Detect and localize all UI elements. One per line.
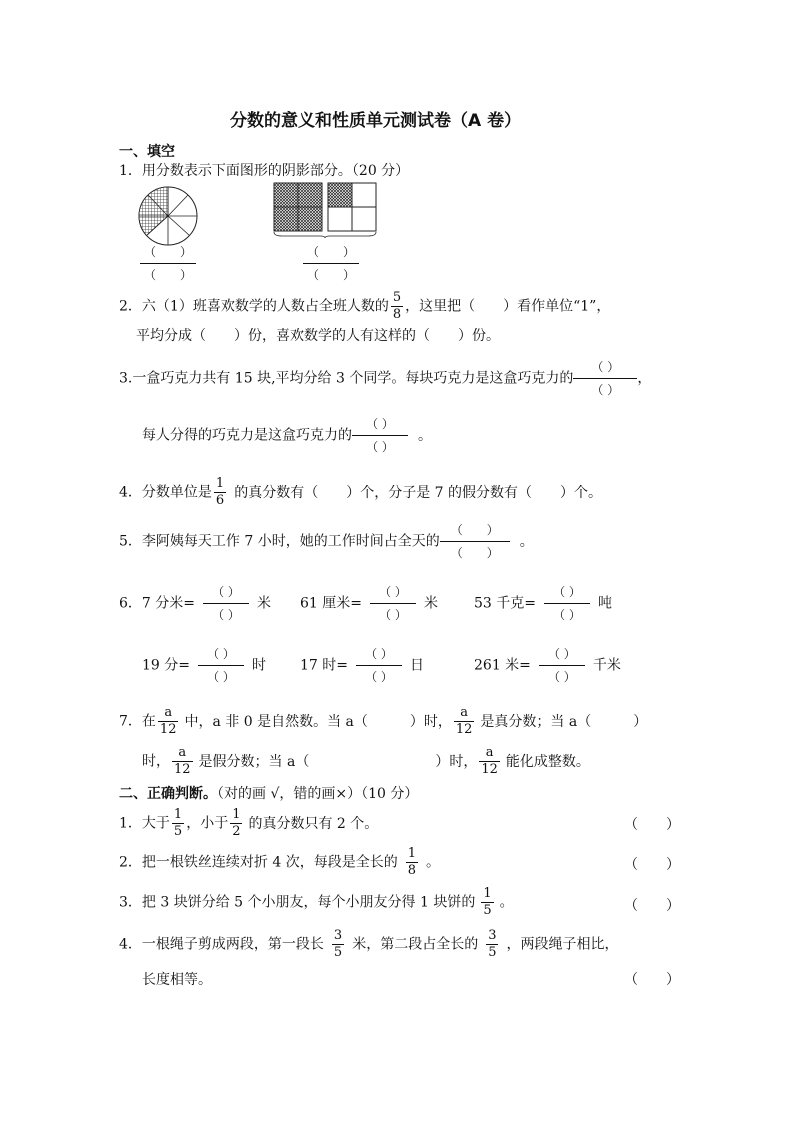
answer-blank[interactable]: $\frac{( )}{( )}$ xyxy=(356,647,402,684)
judge-answer-3[interactable]: （ ） xyxy=(624,898,680,914)
judge-item-3: 3．把 3 块饼分给 5 个小朋友，每个小朋友分得 1 块饼的 $\frac{1}{5}$ 。 xyxy=(119,886,514,918)
judge-item-4-line-2: 长度相等。 xyxy=(142,972,212,988)
fraction: $\frac{3}{5}$ xyxy=(488,928,497,960)
page-title: 分数的意义和性质单元测试卷（A 卷） xyxy=(230,111,522,131)
squares-figure xyxy=(272,182,378,238)
fraction: $\frac{a}{12}$ xyxy=(174,745,191,777)
fraction: $\frac{a}{12}$ xyxy=(455,705,473,737)
answer-blank[interactable]: $\frac{( )}{( )}$ xyxy=(573,360,637,397)
answer-blank[interactable]: $\frac{( )}{( )}$ xyxy=(440,523,510,560)
question-3-line-2: 每人分得的巧克力是这盒巧克力的 $\frac{( )}{( )}$ 。 xyxy=(142,417,432,454)
fraction: $\frac{1}{8}$ xyxy=(407,846,416,878)
judge-answer-4[interactable]: （ ） xyxy=(624,972,680,988)
question-7-line-1: 7．在 $\frac{a}{12}$ 中，a 非 0 是自然数。当 a（ ）时， $\frac{a}{12}$ 是真分数；当 a（ ） xyxy=(119,705,648,737)
answer-blank[interactable]: $\frac{( )}{( )}$ xyxy=(352,417,408,454)
question-4: 4．分数单位是 $\frac{1}{6}$ 的真分数有（ ）个，分子是 7 的假分数有（ ）个。 xyxy=(119,476,603,508)
pie-figure xyxy=(136,184,200,248)
question-2-line-1: 2．六（1）班喜欢数学的人数占全班人数的 $\frac{5}{8}$ ，这里把（ ）看作单位“1”， xyxy=(119,290,611,322)
question-6-item-3: 53 千克= $\frac{( )}{( )}$ 吨 xyxy=(474,585,612,622)
question-7-line-2: 时， $\frac{a}{12}$ 是假分数；当 a（ ）时， $\frac{a}{12}$ 能化成整数。 xyxy=(142,745,590,777)
fraction: $\frac{1}{5}$ xyxy=(483,886,492,918)
answer-blank[interactable]: $\frac{( )}{( )}$ xyxy=(203,585,249,622)
fraction: $\frac{3}{5}$ xyxy=(333,928,343,960)
judge-item-2: 2．把一根铁丝连续对折 4 次，每段是全长的 $\frac{1}{8}$ 。 xyxy=(119,846,440,878)
question-5: 5．李阿姨每天工作 7 小时，她的工作时间占全天的 $\frac{( )}{( )}$ 。 xyxy=(119,523,534,560)
question-1-text: 1．用分数表示下面图形的阴影部分。（20 分） xyxy=(119,163,410,179)
question-6-item-1: 6．7 分米= $\frac{( )}{( )}$ 米 xyxy=(119,585,271,622)
fraction: $\frac{a}{12}$ xyxy=(481,745,498,777)
judge-answer-1[interactable]: （ ） xyxy=(624,817,680,833)
fraction: $\frac{a}{12}$ xyxy=(159,705,177,737)
answer-blank[interactable]: $\frac{( )}{( )}$ xyxy=(370,585,416,622)
section-1-heading: 一、填空 xyxy=(119,144,175,160)
section-2-heading: 二、正确判断。（对的画 √，错的画×）（10 分） xyxy=(119,786,419,802)
question-6-item-4: 19 分= $\frac{( )}{( )}$ 时 xyxy=(142,647,266,684)
answer-blank[interactable]: $\frac{( )}{( )}$ xyxy=(539,647,585,684)
answer-blank[interactable]: $\frac{( )}{( )}$ xyxy=(544,585,590,622)
question-3-line-1: 3.一盒巧克力共有 15 块,平均分给 3 个同学。每块巧克力是这盒巧克力的 $\frac{( )}{( )}$ ， xyxy=(119,360,652,397)
judge-answer-2[interactable]: （ ） xyxy=(624,857,680,873)
question-2-line-2: 平均分成（ ）份，喜欢数学的人有这样的（ ）份。 xyxy=(136,328,500,344)
q1-answer-blank-2[interactable]: $\frac{( )}{( )}$ xyxy=(303,245,359,282)
q1-answer-blank-1[interactable]: $\frac{( )}{( )}$ xyxy=(140,245,196,282)
question-6-item-2: 61 厘米= $\frac{( )}{( )}$ 米 xyxy=(300,585,438,622)
fraction: $\frac{1}{6}$ xyxy=(215,476,225,508)
judge-item-4: 4．一根绳子剪成两段，第一段长 $\frac{3}{5}$ 米，第二段占全长的 $\frac{3}{5}$ ，两段绳子相比， xyxy=(119,928,619,960)
judge-item-1: 1．大于 $\frac{1}{5}$ ，小于 $\frac{1}{2}$ 的真分数只有 2 个。 xyxy=(119,807,379,839)
fraction: $\frac{1}{5}$ xyxy=(173,807,183,839)
question-6-item-5: 17 时= $\frac{( )}{( )}$ 日 xyxy=(300,647,424,684)
question-6-item-6: 261 米= $\frac{( )}{( )}$ 千米 xyxy=(474,647,621,684)
answer-blank[interactable]: $\frac{( )}{( )}$ xyxy=(198,647,244,684)
fraction: $\frac{5}{8}$ xyxy=(392,290,402,322)
fraction: $\frac{1}{2}$ xyxy=(232,807,241,839)
